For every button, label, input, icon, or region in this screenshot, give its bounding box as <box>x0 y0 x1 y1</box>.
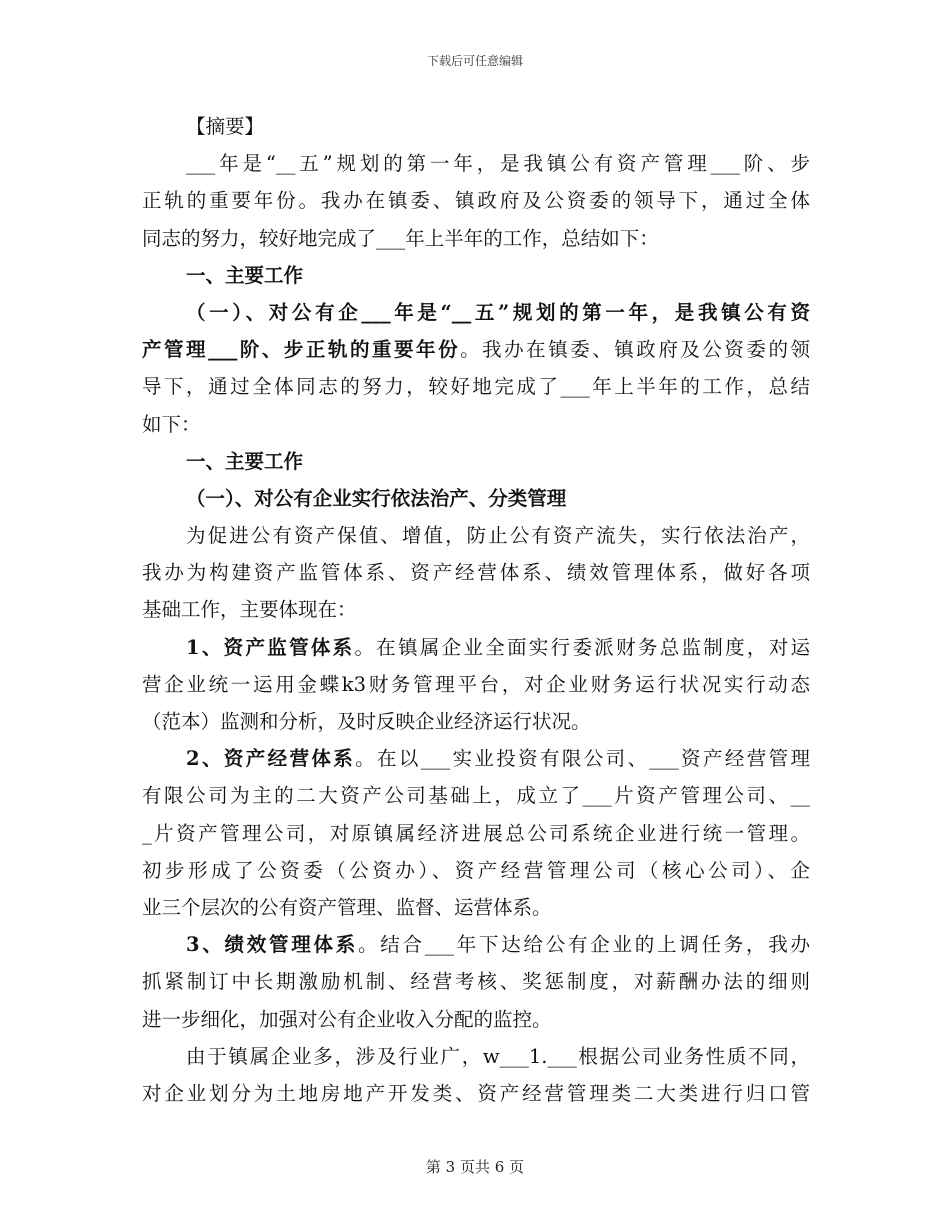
paragraph-line <box>142 926 810 963</box>
page-header: 下载后可任意编辑 <box>426 54 523 68</box>
paragraph-line: 导下，通过全体同志的努力，较好地完成了___年上半年的工作，总结 <box>142 375 810 399</box>
paragraph-line: 对企业划分为土地房地产开发类、资产经营管理类二大类进行归口管 <box>142 1081 810 1105</box>
paragraph-line: 营企业统一运用金蝶k3财务管理平台，对企业财务运行状况实行动态 <box>142 672 810 696</box>
bold-text-span: 3、绩效管理体系 <box>186 933 359 957</box>
paragraph-line: 【摘要】 <box>186 115 265 138</box>
text-span: 。结合___年下达给公有企业的上调任务，我办 <box>358 933 810 957</box>
paragraph-line <box>142 331 810 368</box>
paragraph-line: 基础工作，主要体现在： <box>142 598 357 622</box>
bold-text-span: 2、资产经营体系 <box>186 747 356 771</box>
paragraph-line: 初步形成了公资委（公资办）、资产经营管理公司（核心公司）、企 <box>142 858 810 882</box>
paragraph-line <box>142 740 810 777</box>
paragraph-line: 进一步细化，加强对公有企业收入分配的监控。 <box>142 1007 552 1031</box>
paragraph-line: 为促进公有资产保值、增值，防止公有资产流失，实行依法治产， <box>186 524 810 548</box>
paragraph-line: 我办为构建资产监管体系、资产经营体系、绩效管理体系，做好各项 <box>142 561 810 585</box>
bold-text-span: 产管理___阶、步正轨的重要年份 <box>142 338 461 362</box>
paragraph-line: 抓紧制订中长期激励机制、经营考核、奖惩制度，对薪酬办法的细则 <box>142 970 810 994</box>
paragraph-line: 一、主要工作 <box>186 449 304 473</box>
paragraph-line <box>142 629 810 666</box>
paragraph-line: 如下： <box>142 412 201 436</box>
paragraph-line: 由于镇属企业多，涉及行业广，w___1.___根据公司业务性质不同， <box>186 1044 810 1068</box>
paragraph-line: 有限公司为主的二大资产公司基础上，成立了___片资产管理公司、__ <box>142 784 810 808</box>
paragraph-line: ___年是“__五”规划的第一年，是我镇公有资产管理___阶、步 <box>186 152 810 176</box>
document-body <box>142 108 810 1112</box>
paragraph-line: 同志的努力，较好地完成了___年上半年的工作，总结如下： <box>142 226 659 250</box>
paragraph-line: 一、主要工作 <box>186 263 304 287</box>
text-span: 。在以___实业投资有限公司、___资产经营管理 <box>355 747 810 771</box>
paragraph-line: 业三个层次的公有资产管理、监督、运营体系。 <box>142 895 552 919</box>
paragraph-line: （一）、对公有企业实行依法治产、分类管理 <box>186 486 567 510</box>
page-number: 第 3 页共 6 页 <box>425 1158 525 1176</box>
paragraph-line: （范本）监测和分析，及时反映企业经济运行状况。 <box>142 710 591 733</box>
text-span: 。我办在镇委、镇政府及公资委的领 <box>460 338 810 362</box>
paragraph-line: 正轨的重要年份。我办在镇委、镇政府及公资委的领导下，通过全体 <box>142 189 810 213</box>
text-span: 。在镇属企业全面实行委派财务总监制度，对运 <box>354 635 810 659</box>
paragraph-line: _片资产管理公司，对原镇属经济进展总公司系统企业进行统一管理。 <box>142 821 810 845</box>
paragraph-line: （一）、对公有企___年是“__五”规划的第一年，是我镇公有资 <box>186 300 810 324</box>
bold-text-span: 1、资产监管体系 <box>186 635 355 659</box>
